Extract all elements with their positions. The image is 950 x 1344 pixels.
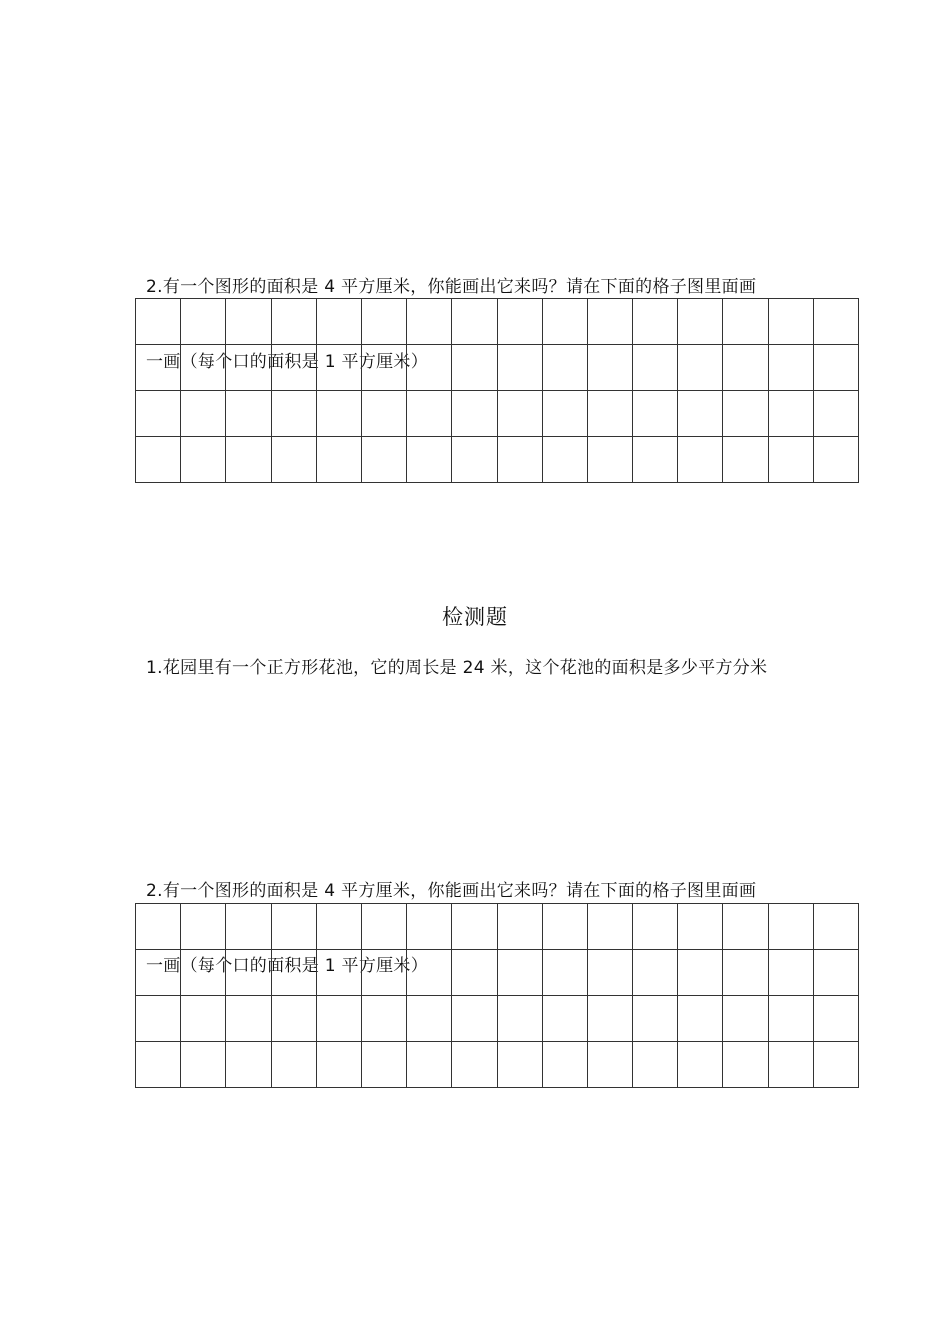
question-1: 1.花园里有一个正方形花池，它的周长是 24 米，这个花池的面积是多少平方分米 (146, 658, 768, 678)
grid-cell[interactable] (181, 391, 226, 437)
grid-row (136, 904, 859, 950)
grid-row (136, 299, 859, 345)
grid-cell[interactable] (136, 996, 181, 1042)
grid-cell[interactable] (316, 996, 361, 1042)
grid-cell[interactable] (587, 904, 632, 950)
grid-cell[interactable] (813, 950, 858, 996)
grid-cell[interactable] (813, 1042, 858, 1088)
grid-cell[interactable] (587, 996, 632, 1042)
question-2-top-line-2: 一画（每个口的面积是 1 平方厘米） (146, 352, 429, 372)
grid-cell[interactable] (587, 437, 632, 483)
section-title: 检测题 (442, 605, 508, 629)
grid-cell[interactable] (542, 391, 587, 437)
grid-cell[interactable] (768, 345, 813, 391)
grid-cell[interactable] (361, 391, 406, 437)
grid-cell[interactable] (678, 1042, 723, 1088)
grid-cell[interactable] (633, 904, 678, 950)
grid-cell[interactable] (316, 950, 361, 996)
grid-cell[interactable] (813, 391, 858, 437)
grid-row (136, 1042, 859, 1088)
grid-cell[interactable] (768, 996, 813, 1042)
grid-cell[interactable] (407, 904, 452, 950)
grid-cell[interactable] (181, 437, 226, 483)
grid-cell[interactable] (361, 345, 406, 391)
grid-cell[interactable] (587, 1042, 632, 1088)
grid-cell[interactable] (271, 345, 316, 391)
grid-cell[interactable] (678, 904, 723, 950)
grid-cell[interactable] (497, 996, 542, 1042)
grid-cell[interactable] (542, 345, 587, 391)
question-2-bottom-line-1: 2.有一个图形的面积是 4 平方厘米，你能画出它来吗？请在下面的格子图里面画 (146, 881, 757, 901)
grid-cell[interactable] (633, 950, 678, 996)
grid-cell[interactable] (316, 391, 361, 437)
grid-cell[interactable] (226, 299, 271, 345)
grid-cell[interactable] (361, 950, 406, 996)
grid-cell[interactable] (181, 996, 226, 1042)
drawing-grid-bottom[interactable] (135, 903, 859, 1088)
grid-cell[interactable] (633, 437, 678, 483)
grid-cell[interactable] (271, 391, 316, 437)
grid-cell[interactable] (407, 345, 452, 391)
grid-cell[interactable] (361, 299, 406, 345)
grid-cell[interactable] (542, 996, 587, 1042)
grid-cell[interactable] (226, 1042, 271, 1088)
grid-cell[interactable] (136, 437, 181, 483)
question-2-bottom-line-2: 一画（每个口的面积是 1 平方厘米） (146, 956, 429, 976)
grid-cell[interactable] (768, 437, 813, 483)
grid-cell[interactable] (633, 345, 678, 391)
grid-cell[interactable] (768, 904, 813, 950)
grid-cell[interactable] (452, 996, 497, 1042)
grid-cell[interactable] (723, 437, 768, 483)
grid-cell[interactable] (136, 391, 181, 437)
grid-cell[interactable] (497, 299, 542, 345)
grid-cell[interactable] (136, 950, 181, 996)
grid-cell[interactable] (271, 1042, 316, 1088)
grid-cell[interactable] (542, 1042, 587, 1088)
grid-cell[interactable] (316, 345, 361, 391)
grid-cell[interactable] (633, 391, 678, 437)
grid-cell[interactable] (633, 1042, 678, 1088)
grid-cell[interactable] (407, 391, 452, 437)
grid-cell[interactable] (587, 391, 632, 437)
grid-cell[interactable] (542, 437, 587, 483)
grid-cell[interactable] (723, 904, 768, 950)
grid-cell[interactable] (316, 1042, 361, 1088)
grid-row (136, 950, 859, 996)
grid-cell[interactable] (452, 299, 497, 345)
grid-cell[interactable] (497, 345, 542, 391)
grid-cell[interactable] (407, 437, 452, 483)
grid-cell[interactable] (587, 950, 632, 996)
grid-cell[interactable] (226, 996, 271, 1042)
grid-cell[interactable] (768, 299, 813, 345)
grid-cell[interactable] (723, 299, 768, 345)
grid-cell[interactable] (181, 950, 226, 996)
grid-cell[interactable] (542, 904, 587, 950)
grid-cell[interactable] (226, 391, 271, 437)
grid-cell[interactable] (813, 996, 858, 1042)
grid-cell[interactable] (316, 437, 361, 483)
grid-cell[interactable] (361, 437, 406, 483)
grid-cell[interactable] (361, 996, 406, 1042)
grid-cell[interactable] (271, 437, 316, 483)
grid-cell[interactable] (271, 299, 316, 345)
question-2-top-line-1: 2.有一个图形的面积是 4 平方厘米，你能画出它来吗？请在下面的格子图里面画 (146, 277, 757, 297)
grid-cell[interactable] (497, 950, 542, 996)
grid-row (136, 391, 859, 437)
grid-cell[interactable] (497, 904, 542, 950)
grid-cell[interactable] (813, 437, 858, 483)
grid-cell[interactable] (452, 437, 497, 483)
grid-cell[interactable] (452, 1042, 497, 1088)
grid-cell[interactable] (226, 437, 271, 483)
grid-cell[interactable] (633, 299, 678, 345)
grid-cell[interactable] (271, 950, 316, 996)
grid-cell[interactable] (271, 904, 316, 950)
grid-cell[interactable] (678, 437, 723, 483)
grid-cell[interactable] (226, 345, 271, 391)
grid-cell[interactable] (316, 299, 361, 345)
grid-cell[interactable] (678, 345, 723, 391)
grid-cell[interactable] (407, 996, 452, 1042)
grid-row (136, 996, 859, 1042)
grid-cell[interactable] (136, 904, 181, 950)
grid-cell[interactable] (361, 904, 406, 950)
grid-cell[interactable] (407, 299, 452, 345)
grid-cell[interactable] (181, 1042, 226, 1088)
grid-cell[interactable] (768, 950, 813, 996)
grid-cell[interactable] (452, 345, 497, 391)
grid-cell[interactable] (723, 950, 768, 996)
grid-cell[interactable] (723, 391, 768, 437)
grid-cell[interactable] (181, 904, 226, 950)
grid-cell[interactable] (181, 345, 226, 391)
grid-cell[interactable] (542, 950, 587, 996)
grid-cell[interactable] (452, 950, 497, 996)
grid-cell[interactable] (271, 996, 316, 1042)
grid-cell[interactable] (678, 391, 723, 437)
grid-cell[interactable] (226, 904, 271, 950)
grid-cell[interactable] (678, 996, 723, 1042)
grid-cell[interactable] (407, 1042, 452, 1088)
grid-cell[interactable] (497, 1042, 542, 1088)
grid-cell[interactable] (768, 1042, 813, 1088)
grid-cell[interactable] (181, 299, 226, 345)
grid-cell[interactable] (813, 904, 858, 950)
grid-cell[interactable] (136, 1042, 181, 1088)
grid-row (136, 345, 859, 391)
grid-cell[interactable] (678, 299, 723, 345)
grid-cell[interactable] (723, 996, 768, 1042)
grid-cell[interactable] (452, 904, 497, 950)
grid-cell[interactable] (633, 996, 678, 1042)
grid-cell[interactable] (226, 950, 271, 996)
grid-cell[interactable] (497, 391, 542, 437)
grid-cell[interactable] (542, 299, 587, 345)
grid-cell[interactable] (136, 299, 181, 345)
grid-row (136, 437, 859, 483)
grid-cell[interactable] (813, 345, 858, 391)
grid-cell[interactable] (768, 391, 813, 437)
grid-cell[interactable] (723, 345, 768, 391)
grid-cell[interactable] (361, 1042, 406, 1088)
grid-cell[interactable] (587, 345, 632, 391)
grid-cell[interactable] (497, 437, 542, 483)
grid-cell[interactable] (136, 345, 181, 391)
grid-cell[interactable] (316, 904, 361, 950)
grid-cell[interactable] (678, 950, 723, 996)
grid-cell[interactable] (723, 1042, 768, 1088)
grid-cell[interactable] (452, 391, 497, 437)
grid-cell[interactable] (813, 299, 858, 345)
grid-cell[interactable] (587, 299, 632, 345)
drawing-grid-top[interactable] (135, 298, 859, 483)
grid-cell[interactable] (407, 950, 452, 996)
